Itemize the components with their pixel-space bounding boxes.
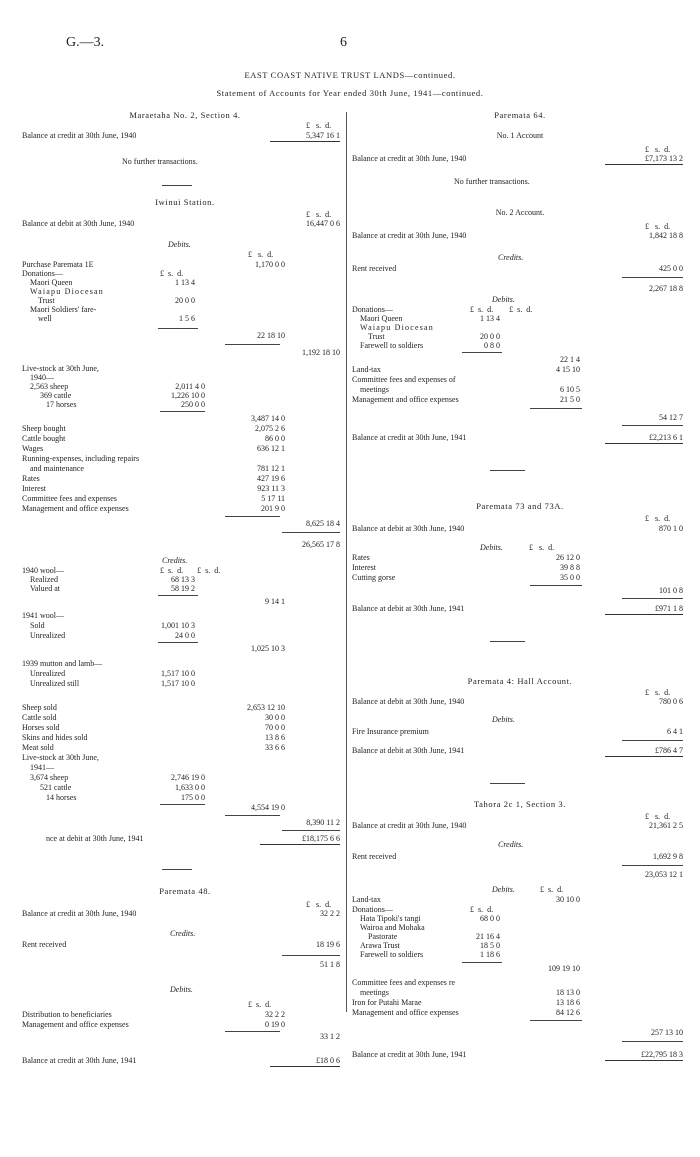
horses41-label: 14 horses	[46, 793, 77, 802]
running-amount: 781 12 1	[257, 464, 285, 473]
currency-header: £ s. d.	[645, 222, 671, 231]
currency-header: £ s. d.	[306, 210, 332, 219]
separator	[162, 185, 192, 186]
maori-queen-label: Maori Queen	[30, 278, 73, 287]
currency-header: £ s. d.	[248, 250, 274, 259]
paremata48-title: Paremata 48.	[159, 886, 211, 896]
mutton-still-amount: 1,517 10 0	[161, 679, 195, 688]
separator	[462, 962, 502, 963]
paremata48-closing-label: Balance at credit at 30th June, 1941	[22, 1056, 137, 1065]
separator	[622, 277, 683, 278]
paremata48-mgmt-amount: 0 19 0	[265, 1020, 285, 1029]
valued-amount: 58 19 2	[171, 584, 195, 593]
currency-header: £ s. d.	[645, 514, 671, 523]
sold-amount: 1,001 10 3	[161, 621, 195, 630]
column-divider	[346, 112, 347, 1012]
running-label-2: and maintenance	[30, 464, 84, 473]
separator	[225, 516, 280, 517]
interest-amount: 923 11 3	[257, 484, 285, 493]
rates-label: Rates	[22, 474, 40, 483]
livestock40-label-2: 1940—	[30, 373, 54, 382]
separator	[158, 642, 198, 643]
iwinui-subtotal-2: 8,625 18 4	[306, 519, 340, 528]
sheep-sold-label: Sheep sold	[22, 703, 57, 712]
document-title: EAST COAST NATIVE TRUST LANDS—continued.	[244, 70, 456, 80]
maraetaha-title: Maraetaha No. 2, Section 4.	[129, 110, 241, 120]
iwinui-title: Iwinui Station.	[155, 197, 215, 207]
paremata64-account1-title: No. 1 Account	[496, 131, 544, 140]
paremata64-closing-amount: £2,213 6 1	[605, 433, 683, 444]
paremata64-debits-total: 54 12 7	[659, 413, 683, 422]
document-subtitle: Statement of Accounts for Year ended 30th June, 1941—continued.	[216, 88, 484, 98]
paremata4-closing-label: Balance at debit at 30th June, 1941	[352, 746, 465, 755]
unrealized-label: Unrealized	[30, 631, 66, 640]
paremata64-mgmt-amount: 21 5 0	[560, 395, 580, 404]
separator	[490, 783, 525, 784]
paremata48-dist-label: Distribution to beneficiaries	[22, 1010, 112, 1019]
separator	[158, 328, 198, 329]
separator	[530, 585, 582, 586]
soldiers-label-2: well	[38, 314, 52, 323]
paremata64-waiapu-label: Waiapu Diocesan	[360, 323, 434, 332]
sheep-sold-amount: 2,653 12 10	[247, 703, 285, 712]
paremata64-donations-total: 22 1 4	[560, 355, 580, 364]
paremata64-total: 2,267 18 8	[649, 284, 683, 293]
paremata4-fire-label: Fire Insurance premium	[352, 727, 429, 736]
paremata48-rent-label: Rent received	[22, 940, 67, 949]
wool41-label: 1941 wool—	[22, 611, 64, 620]
separator	[530, 1020, 582, 1021]
paremata48-dist-amount: 32 2 2	[265, 1010, 285, 1019]
tahora-rent-label: Rent received	[352, 852, 397, 861]
maraetaha-note: No further transactions.	[122, 157, 198, 166]
committee-amount: 5 17 11	[261, 494, 285, 503]
separator	[622, 1041, 683, 1042]
sheep40-label: 2,563 sheep	[30, 382, 69, 391]
paremata48-balance-label: Balance at credit at 30th June, 1940	[22, 909, 137, 918]
mutton-still-label: Unrealized still	[30, 679, 80, 688]
tahora-closing-amount: £22,795 18 3	[605, 1050, 683, 1061]
paremata64-maori-queen-label: Maori Queen	[360, 314, 403, 323]
wool41-total: 1,025 10 3	[251, 644, 285, 653]
paremata64-committee-label-2: meetings	[360, 385, 389, 394]
separator	[622, 598, 683, 599]
rates-amount: 427 19 6	[257, 474, 285, 483]
paremata4-closing-amount: £786 4 7	[605, 746, 683, 757]
sold-label: Sold	[30, 621, 45, 630]
paremata4-title: Paremata 4: Hall Account.	[467, 676, 573, 686]
purchase-amount: 1,170 0 0	[255, 260, 285, 269]
running-label: Running-expenses, including repairs	[22, 454, 140, 463]
iwinui-subtotal-1: 1,192 18 10	[302, 348, 340, 357]
iwinui-debits-heading: Debits.	[168, 240, 191, 249]
separator	[282, 532, 340, 533]
paremata73-title: Paremata 73 and 73A.	[476, 501, 564, 511]
paremata64-farewell-label: Farewell to soldiers	[360, 341, 424, 350]
currency-header: £ s. d.	[306, 900, 332, 909]
currency-header: £ s. d.	[645, 688, 671, 697]
paremata73-balance-label: Balance at debit at 30th June, 1940	[352, 524, 465, 533]
tahora-arawa-amount: 18 5 0	[480, 941, 500, 950]
paremata48-total: 51 1 8	[320, 960, 340, 969]
soldiers-label: Maori Soldiers' fare-	[30, 305, 97, 314]
tahora-mgmt-label: Management and office expenses	[352, 1008, 459, 1017]
currency-header: £ s. d.	[160, 269, 184, 278]
paremata64-waiapu-amount: 20 0 0	[480, 332, 500, 341]
tahora-iron-label: Iron for Putahi Marae	[352, 998, 422, 1007]
tahora-debits-heading: Debits.	[492, 885, 515, 894]
tahora-donations-label: Donations—	[352, 905, 393, 914]
shillings-sign: s.	[316, 121, 322, 130]
meat-label: Meat sold	[22, 743, 54, 752]
separator	[282, 830, 340, 831]
paremata73-balance-amount: 870 1 0	[659, 524, 683, 533]
separator	[225, 344, 280, 345]
paremata64-account1-balance-amount: £7,173 13 2	[605, 154, 683, 165]
tahora-committee-amount: 18 13 0	[556, 988, 580, 997]
management-amount: 201 9 0	[261, 504, 285, 513]
currency-header: £ s. d.	[645, 812, 671, 821]
tahora-credits-heading: Credits.	[498, 840, 524, 849]
paremata64-landtax-amount: 4 15 10	[556, 365, 580, 374]
tahora-balance-label: Balance at credit at 30th June, 1940	[352, 821, 467, 830]
wages-amount: 636 12 1	[257, 444, 285, 453]
paremata64-account2-balance-label: Balance at credit at 30th June, 1940	[352, 231, 467, 240]
paremata64-account2-title: No. 2 Account.	[495, 208, 545, 217]
paremata4-fire-amount: 6 4 1	[667, 727, 683, 736]
tahora-landtax-label: Land-tax	[352, 895, 381, 904]
meat-amount: 33 6 6	[265, 743, 285, 752]
cattle40-label: 369 cattle	[40, 391, 72, 400]
paremata64-closing-label: Balance at credit at 30th June, 1941	[352, 433, 467, 442]
currency-header: £ s. d.	[540, 885, 564, 894]
separator	[622, 740, 683, 741]
currency-header: £ s. d.	[248, 1000, 272, 1009]
cattle-sold-label: Cattle sold	[22, 713, 57, 722]
horses-sold-amount: 70 0 0	[265, 723, 285, 732]
realized-label: Realized	[30, 575, 58, 584]
paremata73-closing-label: Balance at debit at 30th June, 1941	[352, 604, 465, 613]
paremata64-title: Paremata 64.	[494, 110, 546, 120]
currency-header: £ s. d. £ s. d.	[160, 566, 221, 575]
skins-label: Skins and hides sold	[22, 733, 88, 742]
cattle40-amount: 1,226 10 0	[171, 391, 205, 400]
tahora-hata-label: Hata Tipoki's tangi	[360, 914, 421, 923]
paremata64-committee-amount: 6 10 5	[560, 385, 580, 394]
tahora-total: 23,053 12 1	[645, 870, 683, 879]
separator	[490, 641, 525, 642]
paremata64-waiapu-label-2: Trust	[368, 332, 385, 341]
separator	[162, 869, 192, 870]
paremata48-debits-total: 33 1 2	[320, 1032, 340, 1041]
iwinui-closing-label: nce at debit at 30th June, 1941	[46, 834, 144, 843]
horses40-amount: 250 0 0	[181, 400, 205, 409]
paremata48-mgmt-label: Management and office expenses	[22, 1020, 129, 1029]
paremata73-debits-total: 101 0 8	[659, 586, 683, 595]
currency-header: £ s. d.	[470, 905, 494, 914]
sheep41-amount: 2,746 19 0	[171, 773, 205, 782]
paremata64-landtax-label: Land-tax	[352, 365, 381, 374]
tahora-debits-total: 257 13 10	[651, 1028, 683, 1037]
paremata4-debits-heading: Debits.	[492, 715, 515, 724]
management-label: Management and office expenses	[22, 504, 129, 513]
paremata73-gorse-label: Cutting gorse	[352, 573, 396, 582]
valued-label: Valued at	[30, 584, 60, 593]
tahora-donations-total: 109 19 10	[548, 964, 580, 973]
donations-label: Donations—	[22, 269, 63, 278]
separator	[282, 955, 340, 956]
paremata73-rates-label: Rates	[352, 553, 370, 562]
livestock40-total: 3,487 14 0	[251, 414, 285, 423]
committee-label: Committee fees and expenses	[22, 494, 117, 503]
realized-amount: 68 13 3	[171, 575, 195, 584]
mutton-unrealized-amount: 1,517 10 0	[161, 669, 195, 678]
tahora-farewell-label: Farewell to soldiers	[360, 950, 424, 959]
horses41-amount: 175 0 0	[181, 793, 205, 802]
cattle41-amount: 1,633 0 0	[175, 783, 205, 792]
livestock41-label-2: 1941—	[30, 763, 54, 772]
paremata48-closing-amount: £18 0 6	[270, 1056, 340, 1067]
currency-header: £ s. d.	[645, 145, 671, 154]
paremata64-rent-label: Rent received	[352, 264, 397, 273]
paremata73-closing-amount: £971 1 8	[605, 604, 683, 615]
paremata64-debits-heading: Debits.	[492, 295, 515, 304]
paremata64-mgmt-label: Management and office expenses	[352, 395, 459, 404]
wool40-total: 9 14 1	[265, 597, 285, 606]
separator	[158, 595, 198, 596]
tahora-farewell-amount: 1 18 6	[480, 950, 500, 959]
sheep41-label: 3,674 sheep	[30, 773, 69, 782]
separator	[530, 408, 582, 409]
paremata64-rent-amount: 425 0 0	[659, 264, 683, 273]
tahora-rent-amount: 1,692 9 8	[653, 852, 683, 861]
cattle-bought-label: Cattle bought	[22, 434, 66, 443]
iwinui-balance-amount: 16,447 0 6	[306, 219, 340, 228]
waiapu-amount: 20 0 0	[175, 296, 195, 305]
separator	[160, 411, 205, 412]
pence-sign: d.	[325, 121, 332, 130]
tahora-balance-amount: 21,361 2 5	[649, 821, 683, 830]
unrealized-amount: 24 0 0	[175, 631, 195, 640]
skins-amount: 13 8 6	[265, 733, 285, 742]
sheep-bought-amount: 2,075 2 6	[255, 424, 285, 433]
separator	[225, 815, 280, 816]
paremata64-credits-heading: Credits.	[498, 253, 524, 262]
tahora-mgmt-amount: 84 12 6	[556, 1008, 580, 1017]
separator	[622, 865, 683, 866]
paremata73-rates-amount: 26 12 0	[556, 553, 580, 562]
cattle41-label: 521 cattle	[40, 783, 72, 792]
mutton-unrealized-label: Unrealized	[30, 669, 66, 678]
paremata64-account1-note: No further transactions.	[454, 177, 530, 186]
tahora-arawa-label: Arawa Trust	[360, 941, 400, 950]
tahora-landtax-amount: 30 10 0	[556, 895, 580, 904]
paremata4-balance-label: Balance at debit at 30th June, 1940	[352, 697, 465, 706]
livestock40-label: Live-stock at 30th June,	[22, 364, 99, 373]
paremata48-credits-heading: Credits.	[170, 929, 196, 938]
paremata73-interest-label: Interest	[352, 563, 376, 572]
iwinui-total: 26,565 17 8	[302, 540, 340, 549]
tahora-committee-label: Committee fees and expenses re	[352, 978, 456, 987]
donations-total: 22 18 10	[257, 331, 285, 340]
currency-header	[306, 121, 331, 131]
horses40-label: 17 horses	[46, 400, 77, 409]
separator	[160, 804, 205, 805]
tahora-iron-amount: 13 18 6	[556, 998, 580, 1007]
paremata64-account1-balance-label: Balance at credit at 30th June, 1940	[352, 154, 467, 163]
iwinui-closing-amount: £18,175 6 6	[260, 834, 340, 845]
tahora-wairoa-amount: 21 16 4	[476, 932, 500, 941]
paremata48-balance-amount: 32 2 2	[320, 909, 340, 918]
separator	[490, 470, 525, 471]
maori-queen-amount: 1 13 4	[175, 278, 195, 287]
cattle-sold-amount: 30 0 0	[265, 713, 285, 722]
iwinui-credits-total: 8,390 11 2	[306, 818, 340, 827]
waiapu-label-2: Trust	[38, 296, 55, 305]
horses-sold-label: Horses sold	[22, 723, 60, 732]
livestock41-total: 4,554 19 0	[251, 803, 285, 812]
currency-header: £ s. d.	[529, 543, 555, 552]
waiapu-label: Waiapu Diocesan	[30, 287, 104, 296]
soldiers-amount: 1 5 6	[179, 314, 195, 323]
iwinui-credits-heading: Credits.	[162, 556, 188, 565]
currency-header: £ s. d. £ s. d.	[470, 305, 533, 314]
maraetaha-balance-label: Balance at credit at 30th June, 1940	[22, 131, 137, 140]
livestock41-label: Live-stock at 30th June,	[22, 753, 99, 762]
sheep40-amount: 2,011 4 0	[175, 382, 205, 391]
paremata73-gorse-amount: 35 0 0	[560, 573, 580, 582]
tahora-closing-label: Balance at credit at 30th June, 1941	[352, 1050, 467, 1059]
paremata48-rent-amount: 18 19 6	[316, 940, 340, 949]
pound-sign: £	[306, 121, 310, 130]
sheep-bought-label: Sheep bought	[22, 424, 66, 433]
purchase-label: Purchase Paremata 1E	[22, 260, 94, 269]
page-code: G.—3.	[66, 35, 105, 50]
mutton-label: 1939 mutton and lamb—	[22, 659, 103, 668]
paremata48-debits-heading: Debits.	[170, 985, 193, 994]
tahora-title: Tahora 2c 1, Section 3.	[473, 799, 567, 809]
page-number: 6	[340, 35, 347, 50]
wages-label: Wages	[22, 444, 44, 453]
paremata73-interest-amount: 39 8 8	[560, 563, 580, 572]
interest-label: Interest	[22, 484, 46, 493]
paremata64-maori-queen-amount: 1 13 4	[480, 314, 500, 323]
tahora-wairoa-label: Wairoa and Mohaka	[360, 923, 425, 932]
tahora-committee-label-2: meetings	[360, 988, 389, 997]
tahora-wairoa-label-2: Pastorate	[368, 932, 398, 941]
paremata64-farewell-amount: 0 8 0	[484, 341, 500, 350]
tahora-hata-amount: 68 0 0	[480, 914, 500, 923]
wool40-label: 1940 wool—	[22, 566, 64, 575]
iwinui-balance-label: Balance at debit at 30th June, 1940	[22, 219, 135, 228]
paremata73-debits-heading: Debits.	[480, 543, 503, 552]
paremata64-committee-label: Committee fees and expenses of	[352, 375, 456, 384]
paremata4-balance-amount: 780 0 6	[659, 697, 683, 706]
paremata64-account2-balance-amount: 1,842 18 8	[649, 231, 683, 240]
paremata64-donations-label: Donations—	[352, 305, 393, 314]
cattle-bought-amount: 86 0 0	[265, 434, 285, 443]
maraetaha-balance-amount: 5,347 16 1	[270, 131, 340, 142]
separator	[462, 352, 502, 353]
separator	[622, 425, 683, 426]
